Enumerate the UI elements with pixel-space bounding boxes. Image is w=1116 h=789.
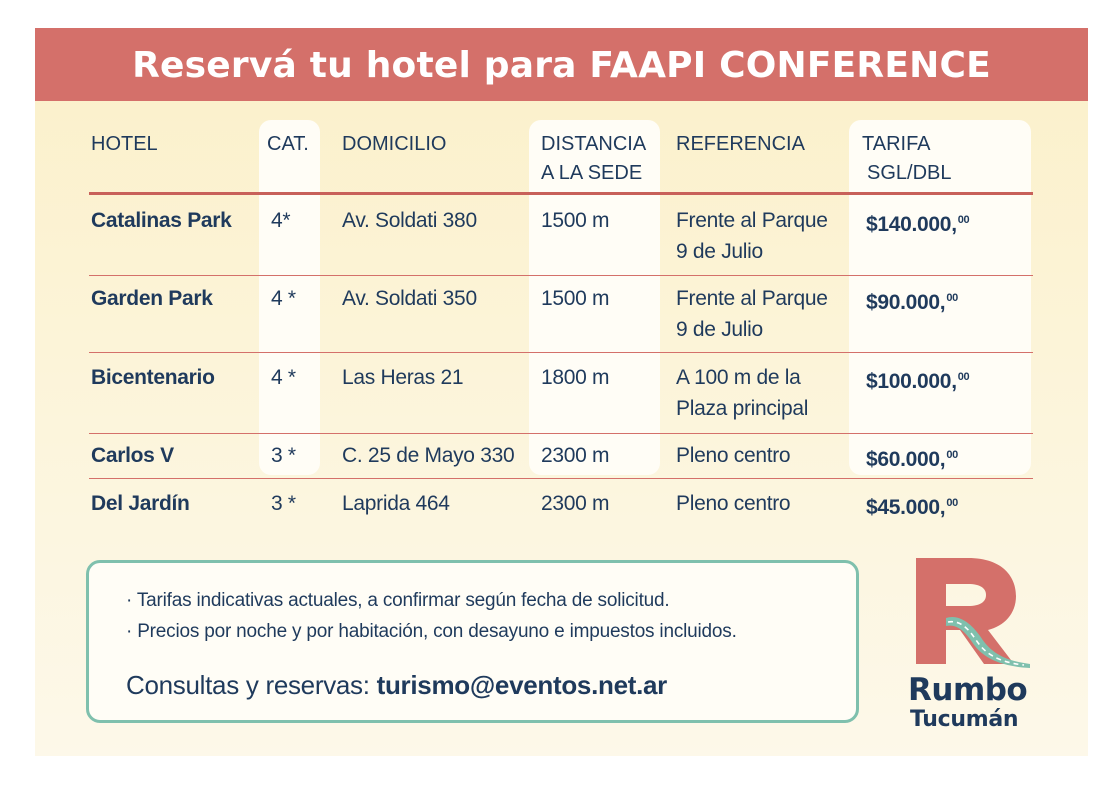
row-divider	[89, 275, 1033, 276]
hotel-distance: 1500 m	[541, 209, 610, 232]
hotel-flyer	[35, 28, 1088, 756]
hotel-address: Las Heras 21	[342, 366, 464, 389]
hotel-distance: 1500 m	[541, 287, 610, 310]
hotel-reference-2: Plaza principal	[676, 397, 809, 420]
hotel-address: Laprida 464	[342, 492, 450, 515]
note-prices: · Precios por noche y por habitación, con desayuno e impuestos incluidos.	[126, 621, 737, 642]
rumbo-tucuman-logo	[908, 556, 1048, 746]
header-referencia: REFERENCIA	[676, 133, 805, 155]
row-divider	[89, 352, 1033, 353]
row-divider	[89, 433, 1033, 434]
header-distancia-2: A LA SEDE	[541, 162, 643, 184]
hotel-rate: $60.000,00	[866, 448, 958, 471]
note-rates: · Tarifas indicativas actuales, a confirmar según fecha de solicitud.	[126, 590, 670, 611]
hotel-name: Garden Park	[91, 287, 213, 310]
notes-box	[86, 560, 859, 723]
hotel-address: Av. Soldati 350	[342, 287, 477, 310]
page-title: Reservá tu hotel para FAAPI CONFERENCE	[132, 45, 991, 86]
hotel-address: C. 25 de Mayo 330	[342, 444, 515, 467]
hotel-category: 3 *	[271, 444, 296, 467]
contact-line	[126, 669, 667, 701]
hotel-rate: $90.000,00	[866, 291, 958, 314]
hotel-category: 4*	[271, 209, 291, 232]
header-cat: CAT.	[267, 133, 309, 155]
header-divider	[89, 192, 1033, 195]
hotel-reference: Pleno centro	[676, 444, 791, 467]
hotel-distance: 1800 m	[541, 366, 610, 389]
hotel-rate: $100.000,00	[866, 370, 970, 393]
logo-text-tucuman: Tucumán	[910, 707, 1019, 732]
hotel-rate: $140.000,00	[866, 213, 970, 236]
hotel-distance: 2300 m	[541, 492, 610, 515]
hotel-reference: A 100 m de la	[676, 366, 801, 389]
hotel-category: 4 *	[271, 287, 296, 310]
header-distancia: DISTANCIA	[541, 133, 647, 155]
hotel-name: Carlos V	[91, 444, 174, 467]
header-tarifa-2: SGL/DBL	[867, 162, 952, 184]
hotel-name: Catalinas Park	[91, 209, 232, 232]
hotel-reference-2: 9 de Julio	[676, 318, 763, 341]
hotel-category: 4 *	[271, 366, 296, 389]
hotel-category: 3 *	[271, 492, 296, 515]
r-road-icon	[912, 556, 1032, 668]
hotel-name: Del Jardín	[91, 492, 190, 515]
hotel-reference: Frente al Parque	[676, 287, 828, 310]
contact-email-link[interactable]: turismo@eventos.net.ar	[376, 670, 667, 700]
header-tarifa: TARIFA	[862, 133, 931, 155]
hotel-reference: Pleno centro	[676, 492, 791, 515]
hotel-reference-2: 9 de Julio	[676, 240, 763, 263]
hotel-address: Av. Soldati 380	[342, 209, 477, 232]
header-hotel: HOTEL	[91, 133, 158, 155]
title-banner	[35, 28, 1088, 101]
hotel-distance: 2300 m	[541, 444, 610, 467]
hotel-name: Bicentenario	[91, 366, 215, 389]
hotel-reference: Frente al Parque	[676, 209, 828, 232]
hotel-rate: $45.000,00	[866, 496, 958, 519]
row-divider	[89, 478, 1033, 479]
header-domicilio: DOMICILIO	[342, 133, 447, 155]
logo-text-rumbo: Rumbo	[908, 672, 1028, 708]
contact-label: Consultas y reservas:	[126, 670, 377, 700]
